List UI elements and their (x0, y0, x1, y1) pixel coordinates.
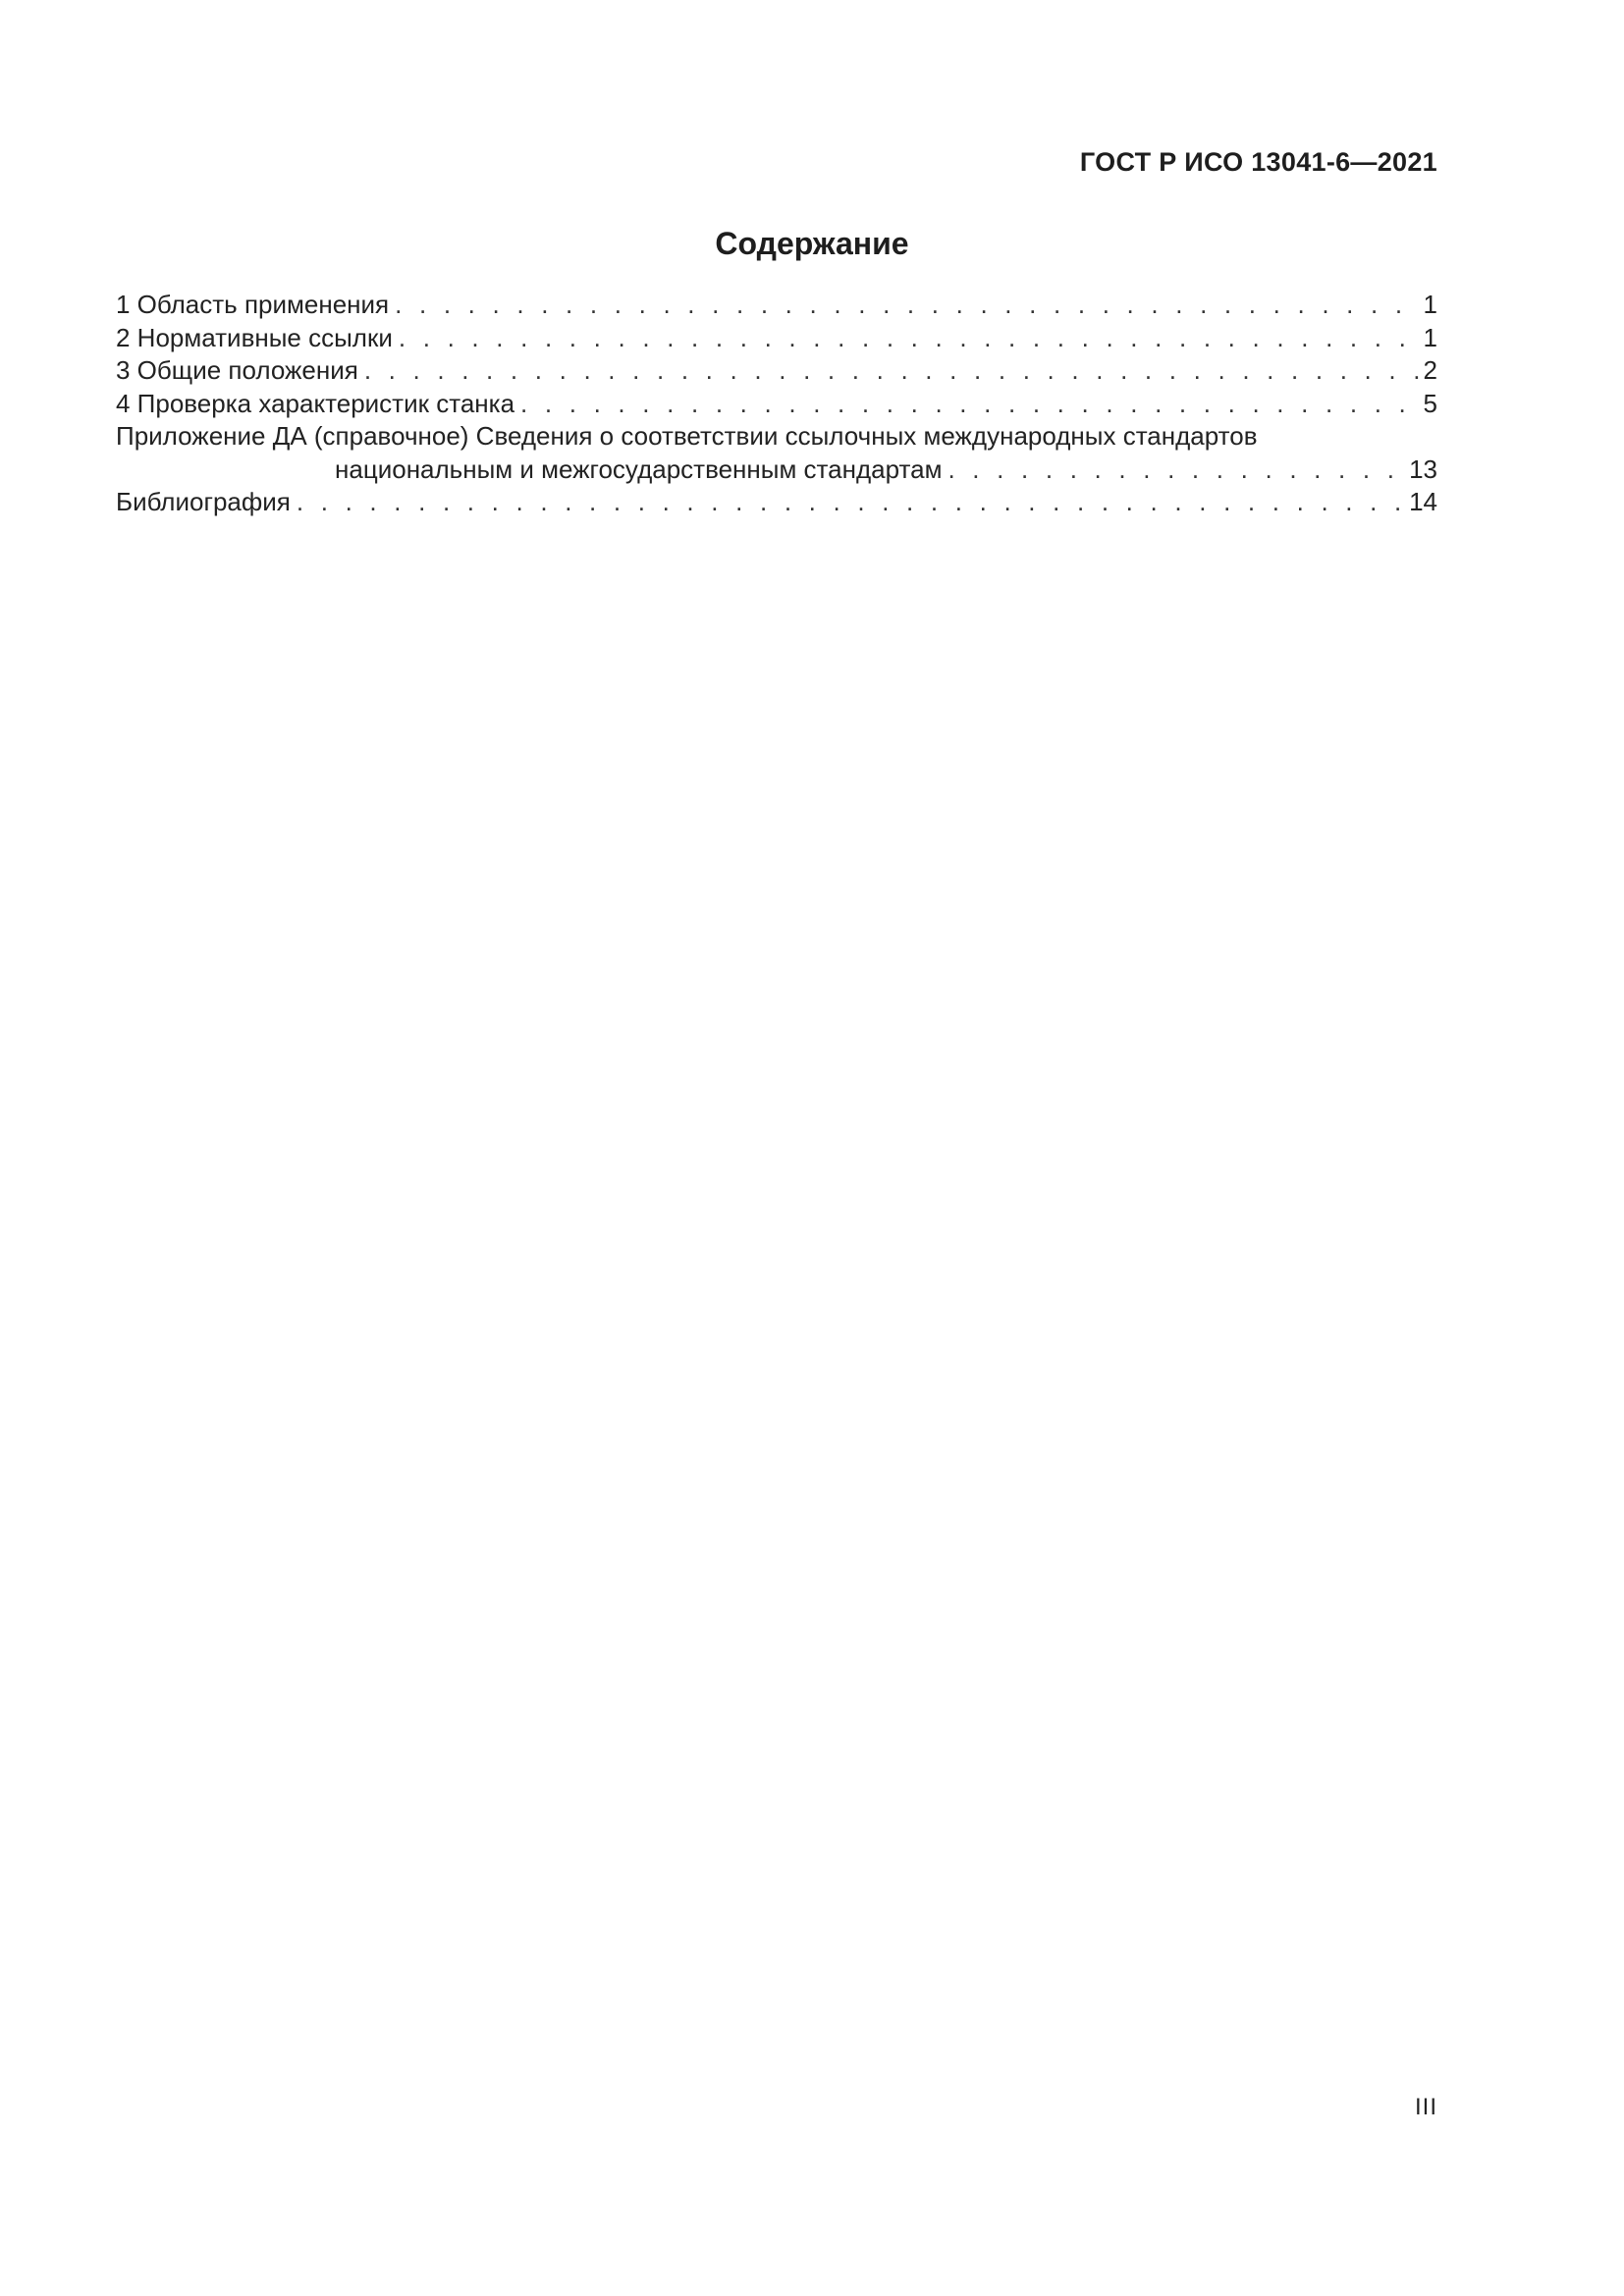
dot-leader (520, 388, 1421, 421)
toc-entry-page: 5 (1423, 388, 1437, 418)
toc-entry-label: 4 Проверка характеристик станка (116, 388, 515, 418)
toc-entry-page: 14 (1409, 487, 1437, 516)
toc-entry-normative-references[interactable] (116, 322, 1437, 355)
toc-entry-scope[interactable] (116, 289, 1437, 322)
toc-entry-page: 2 (1423, 355, 1437, 385)
dot-leader (395, 289, 1421, 322)
toc-entry-page: 1 (1423, 290, 1437, 319)
toc-entry-label-line1: Приложение ДА (справочное) Сведения о соответствии ссылочных международных стандартов (116, 421, 1258, 451)
table-of-contents (116, 289, 1437, 519)
dot-leader (947, 454, 1407, 487)
toc-entry-page: 13 (1409, 454, 1437, 484)
toc-entry-label-line2: национальным и межгосударственным стандартам (335, 454, 943, 484)
toc-entry-machine-checks[interactable] (116, 388, 1437, 421)
toc-title: Содержание (715, 226, 909, 261)
toc-entry-label: 3 Общие положения (116, 355, 358, 385)
toc-entry-label: Библиография (116, 487, 291, 516)
dot-leader (364, 354, 1422, 388)
document-header: ГОСТ Р ИСО 13041-6—2021 (1079, 147, 1437, 177)
page-number: III (1414, 2094, 1437, 2120)
toc-entry-annex-da-continuation (116, 454, 1437, 487)
dot-leader (399, 322, 1422, 355)
toc-entry-label: 1 Область применения (116, 290, 390, 319)
dot-leader (297, 486, 1407, 519)
toc-entry-annex-da[interactable] (116, 420, 1437, 486)
toc-entry-page: 1 (1423, 322, 1437, 352)
toc-entry-bibliography[interactable] (116, 486, 1437, 519)
toc-entry-general[interactable] (116, 354, 1437, 388)
toc-entry-label: 2 Нормативные ссылки (116, 322, 393, 352)
